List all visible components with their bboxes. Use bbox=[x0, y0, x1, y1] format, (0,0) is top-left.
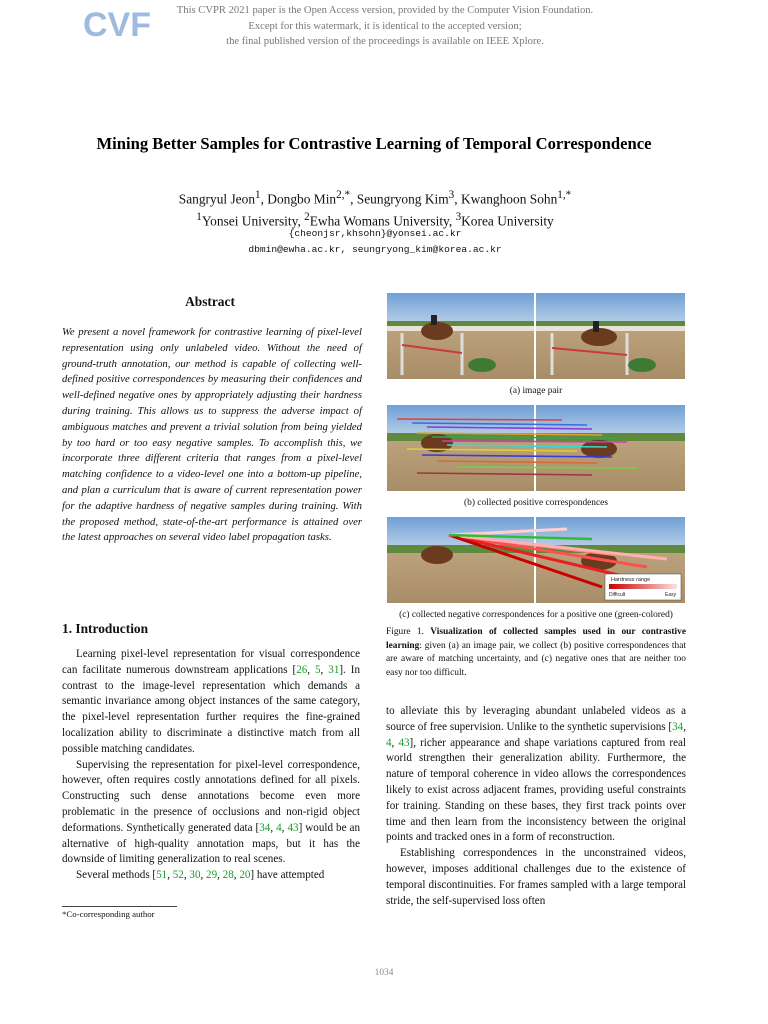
right-paragraph-1 bbox=[386, 704, 686, 846]
author-separator: , bbox=[260, 191, 268, 207]
citation-link[interactable]: 26 bbox=[296, 663, 308, 676]
text-run: , bbox=[270, 821, 277, 834]
author-block bbox=[60, 186, 690, 231]
figure-1-caption bbox=[386, 626, 686, 681]
citation-link[interactable]: 34 bbox=[259, 821, 271, 834]
abstract-heading: Abstract bbox=[185, 294, 235, 309]
page-number: 1034 bbox=[374, 968, 394, 978]
figure-positive-correspondences bbox=[387, 405, 685, 491]
citation-link[interactable]: 52 bbox=[172, 869, 184, 882]
affiliation: Ewha Womans University, bbox=[309, 213, 456, 229]
figure-image-pair bbox=[387, 293, 685, 379]
citation-link[interactable]: 30 bbox=[189, 869, 201, 882]
author-names bbox=[60, 186, 690, 208]
email-line-2[interactable]: dbmin@ewha.ac.kr, seungryong_kim@korea.ac.kr bbox=[248, 243, 502, 255]
figure-caption-c: (c) collected negative correspondences for a positive one (green-colored) bbox=[399, 610, 673, 620]
cvf-logo-icon bbox=[83, 4, 151, 44]
intro-paragraph-1 bbox=[62, 647, 360, 758]
right-paragraph-2: Establishing correspondences in the unconstrained videos, however, imposes additional challenges due to the existence of temporal discontinuities. For frames sampled with a large temporal stride, the self-supervised loss often bbox=[386, 847, 686, 907]
text-run: ] would be an alternative of high-quality annotation maps, but it has the downside of limiting generalization to real scenes. bbox=[62, 821, 360, 866]
citation-link[interactable]: 5 bbox=[315, 663, 321, 676]
citation-link[interactable]: 4 bbox=[386, 736, 392, 749]
footnote-rule bbox=[62, 906, 177, 907]
figure-caption-rest: : given (a) an image pair, we collect (b) positive correspondences that are aware of matching uncertainty, and (c) negative ones that are neither too easy nor too difficult. bbox=[386, 640, 686, 679]
author-name: Dongbo Min bbox=[267, 191, 337, 207]
text-run: , bbox=[391, 736, 399, 749]
text-run: , bbox=[307, 663, 315, 676]
text-run: , bbox=[217, 869, 223, 882]
abstract-text: We present a novel framework for contrastive learning of pixel-level representation using only unlabeled video. Without the need of ground-truth annotation, our method is capable of collecting well-defined positive correspondences by measuring their confidences and well-defined negative ones by appropriately adjusting their hardness during training. This allows us to suppress the adverse impact of ambiguous matches and prevent a trivial solution from being yielded by too hard or too easy negative samples. To accomplish this, we incorporate three different criteria that ranges from a pixel-level matching confidence to a video-level one into a bottom-up pipeline, and plan a curriculum that is aware of current representation power for the adaptive hardness of negative samples during training. With the proposed method, state-of-the-art performance is attained over the latest approaches on several video label propagation tasks. bbox=[62, 326, 362, 544]
watermark-line-2: Except for this watermark, it is identical to the accepted version; bbox=[248, 20, 522, 32]
email-block bbox=[60, 226, 690, 257]
author-affil-sup: 3 bbox=[448, 189, 455, 201]
intro-paragraph-3 bbox=[62, 868, 360, 884]
email-line-1[interactable]: {cheonjsr,khsohn}@yonsei.ac.kr bbox=[288, 228, 462, 239]
author-name: Sangryul Jeon bbox=[178, 191, 256, 207]
watermark-line-1: This CVPR 2021 paper is the Open Access version, provided by the Computer Vision Foundation. bbox=[176, 5, 594, 16]
right-column-body bbox=[386, 704, 686, 909]
citation-link[interactable]: 43 bbox=[287, 821, 299, 834]
text-run: to alleviate this by leveraging abundant unlabeled videos as a source of free supervision. Unlike to the synthetic supervisions [ bbox=[386, 705, 686, 733]
affiliation: Korea University bbox=[461, 213, 554, 229]
legend-left-label: Difficult bbox=[609, 592, 626, 598]
text-run: , bbox=[281, 821, 288, 834]
intro-paragraph-2 bbox=[62, 758, 360, 869]
text-run: , bbox=[683, 720, 686, 733]
affil-sup: 2 bbox=[304, 211, 310, 224]
affiliation: Yonsei University, bbox=[201, 213, 305, 229]
text-run: Several methods [ bbox=[76, 869, 157, 882]
left-column-body bbox=[62, 647, 360, 884]
watermark-line-3: the final published version of the proceedings is available on IEEE Xplore. bbox=[226, 36, 544, 47]
text-run: ] have attempted bbox=[250, 869, 325, 882]
text-run: , bbox=[233, 869, 240, 882]
footnote: *Co-corresponding author bbox=[62, 909, 155, 919]
author-affil-sup: 1,* bbox=[557, 189, 572, 201]
figure-caption-b: (b) collected positive correspondences bbox=[464, 498, 608, 508]
figure-label: Figure 1. bbox=[386, 627, 431, 637]
text-run: Supervising the representation for pixel-level correspondence, however, often requires costly annotations defined for all pixels. Constructing such dense annotations become even more problematic in the presence of occlusions and non-rigid object deformations. Synthetically generated data [ bbox=[62, 758, 360, 834]
text-run: , bbox=[320, 663, 329, 676]
citation-link[interactable]: 31 bbox=[328, 663, 340, 676]
text-run: Learning pixel-level representation for visual correspondence can facilitate numerous downstream applications [ bbox=[62, 648, 360, 676]
citation-link[interactable]: 4 bbox=[276, 821, 282, 834]
open-access-watermark bbox=[160, 3, 610, 50]
text-run: , bbox=[200, 869, 207, 882]
cvf-logo-text: CVF bbox=[83, 6, 151, 44]
citation-link[interactable]: 20 bbox=[239, 869, 251, 882]
citation-link[interactable]: 34 bbox=[672, 720, 684, 733]
legend-right-label: Easy bbox=[665, 592, 677, 598]
citation-link[interactable]: 29 bbox=[206, 869, 218, 882]
text-run: ]. In contrast to the image-level representation which demands a semantic invariance among object instances of the same category, the pixel-level representation further requires the fine-grained localization ability to discriminate a distinctive match from all possible matching candidates. bbox=[62, 663, 361, 755]
introduction-heading: 1. Introduction bbox=[62, 621, 149, 636]
legend-title: Hardness range bbox=[611, 577, 651, 583]
citation-link[interactable]: 43 bbox=[398, 736, 410, 749]
citation-link[interactable]: 51 bbox=[156, 869, 168, 882]
figure-caption-a: (a) image pair bbox=[509, 386, 563, 396]
author-affil-sup: 2,* bbox=[336, 189, 351, 201]
author-name: Seungryong Kim bbox=[356, 191, 449, 207]
text-run: ], richer appearance and shape variations captured from real world strengthen their generalization ability. Furthermore, the nature of temporal coherence in video allows the correspondences likely to exist across adjacent frames, providing useful constraints for training. Standing on these bases, they first track points over time and then learn from the inconsistency between the original points and tracked ones in a form of reconstruction. bbox=[386, 736, 686, 844]
citation-link[interactable]: 28 bbox=[222, 869, 234, 882]
figure-caption-bold: Visualization of collected samples used in our contrastive learning bbox=[386, 627, 686, 651]
author-name: Kwanghoon Sohn bbox=[460, 191, 558, 207]
affil-sup: 3 bbox=[455, 211, 462, 224]
author-affil-sup: 1 bbox=[255, 189, 261, 201]
affil-sup: 1 bbox=[196, 211, 202, 224]
legend-gradient-bar bbox=[609, 584, 677, 589]
text-run: , bbox=[183, 869, 190, 882]
paper-title: Mining Better Samples for Contrastive Learning of Temporal Correspondence bbox=[96, 134, 652, 153]
figure-negative-correspondences bbox=[387, 517, 685, 603]
author-separator: , bbox=[350, 191, 357, 207]
author-separator: , bbox=[454, 191, 461, 207]
text-run: , bbox=[167, 869, 173, 882]
